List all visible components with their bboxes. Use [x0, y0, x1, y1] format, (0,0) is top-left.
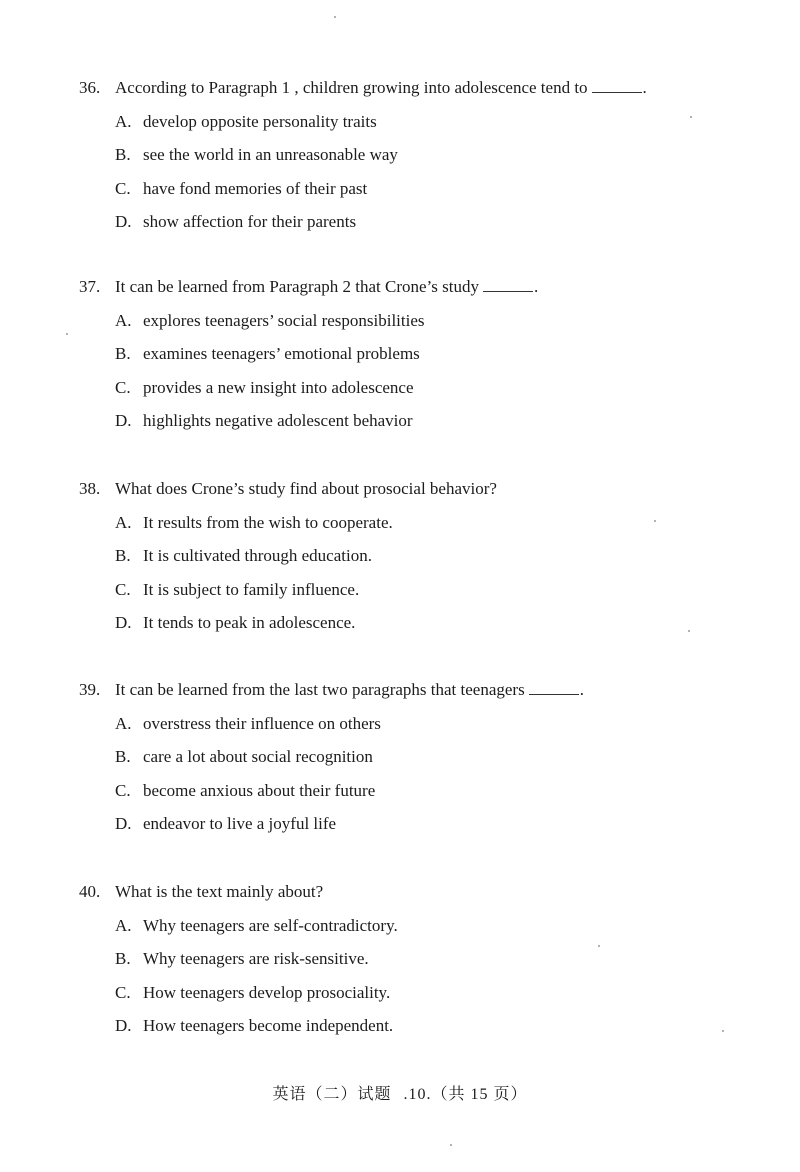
- question-text: It can be learned from Paragraph 2 that Crone’s study: [115, 277, 479, 296]
- question-text: What is the text mainly about?: [115, 882, 324, 901]
- option-letter: C.: [115, 982, 131, 1002]
- option-text: It is subject to family influence.: [143, 579, 360, 599]
- option-text: explores teenagers’ social responsibilities: [143, 310, 425, 330]
- option-letter: A.: [115, 713, 132, 733]
- question-stem: [79, 78, 759, 98]
- question-40: [79, 882, 759, 1036]
- option-letter: D.: [115, 411, 132, 430]
- option-letter: B.: [115, 747, 131, 766]
- option-b: [115, 145, 759, 165]
- question-stem: [79, 882, 759, 902]
- option-d: [115, 411, 759, 431]
- option-letter: A.: [115, 310, 132, 330]
- question-text: It can be learned from the last two paragraphs that teenagers: [115, 680, 525, 699]
- option-text: highlights negative adolescent behavior: [143, 411, 413, 430]
- option-b: [115, 747, 759, 767]
- option-letter: B.: [115, 949, 131, 968]
- question-text: According to Paragraph 1 , children growing into adolescence tend to: [115, 78, 588, 97]
- option-list: [115, 916, 759, 1037]
- option-c: [115, 179, 759, 199]
- option-text: become anxious about their future: [143, 780, 376, 800]
- option-c: [115, 781, 759, 801]
- option-list: [115, 714, 759, 835]
- answer-blank: [592, 78, 642, 93]
- question-stem: [79, 680, 759, 700]
- scan-speck: [654, 520, 656, 522]
- option-text: endeavor to live a joyful life: [143, 814, 337, 833]
- option-letter: B.: [115, 546, 131, 565]
- option-text: How teenagers develop prosociality.: [143, 982, 391, 1002]
- footer-page-number: .10.: [403, 1086, 432, 1103]
- question-stem: [79, 479, 759, 499]
- option-text: provides a new insight into adolescence: [143, 377, 414, 397]
- option-text: see the world in an unreasonable way: [143, 145, 398, 164]
- option-text: It is cultivated through education.: [143, 546, 372, 565]
- answer-blank: [529, 680, 579, 695]
- scan-speck: [598, 945, 600, 947]
- option-list: [115, 311, 759, 432]
- scan-speck: [688, 630, 690, 632]
- option-letter: C.: [115, 178, 131, 198]
- stem-end: .: [533, 277, 539, 296]
- option-letter: B.: [115, 145, 131, 164]
- question-number: 37.: [79, 277, 101, 296]
- option-letter: C.: [115, 579, 131, 599]
- option-text: Why teenagers are risk-sensitive.: [143, 949, 369, 968]
- page-footer: [0, 1085, 800, 1105]
- question-number: 38.: [79, 479, 101, 498]
- footer-page-total: （共 15 页）: [431, 1086, 528, 1103]
- stem-end: .: [579, 680, 584, 699]
- option-text: have fond memories of their past: [143, 178, 368, 198]
- option-c: [115, 983, 759, 1003]
- option-c: [115, 580, 759, 600]
- stem-end: .: [642, 78, 647, 97]
- option-letter: C.: [115, 780, 131, 800]
- option-text: It results from the wish to cooperate.: [143, 512, 393, 532]
- option-text: show affection for their parents: [143, 212, 357, 231]
- option-letter: D.: [115, 212, 132, 231]
- option-d: [115, 814, 759, 834]
- question-number: 39.: [79, 680, 101, 699]
- option-letter: B.: [115, 344, 131, 363]
- option-letter: A.: [115, 512, 132, 532]
- option-letter: A.: [115, 111, 132, 131]
- question-text: What does Crone’s study find about prosocial behavior?: [115, 479, 497, 498]
- option-b: [115, 949, 759, 969]
- scan-speck: [722, 1030, 724, 1032]
- option-d: [115, 1016, 759, 1036]
- scan-speck: [690, 116, 692, 118]
- option-a: [115, 311, 759, 331]
- option-text: overstress their influence on others: [143, 713, 381, 733]
- option-b: [115, 344, 759, 364]
- option-a: [115, 916, 759, 936]
- option-a: [115, 714, 759, 734]
- option-letter: C.: [115, 377, 131, 397]
- scan-speck: [450, 1144, 452, 1146]
- footer-subject: 英语（二）试题: [272, 1086, 392, 1103]
- option-text: Why teenagers are self-contradictory.: [143, 915, 398, 935]
- answer-blank: [483, 277, 533, 292]
- option-c: [115, 378, 759, 398]
- option-d: [115, 212, 759, 232]
- option-text: examines teenagers’ emotional problems: [143, 344, 420, 363]
- question-36: [79, 78, 759, 232]
- question-39: [79, 680, 759, 834]
- question-stem: [79, 277, 759, 297]
- option-letter: D.: [115, 814, 132, 833]
- option-text: develop opposite personality traits: [143, 111, 377, 131]
- option-b: [115, 546, 759, 566]
- option-letter: D.: [115, 1016, 132, 1035]
- question-38: [79, 479, 759, 633]
- option-text: care a lot about social recognition: [143, 747, 373, 766]
- option-list: [115, 513, 759, 634]
- option-a: [115, 112, 759, 132]
- question-number: 36.: [79, 78, 101, 97]
- question-number: 40.: [79, 882, 101, 901]
- option-text: How teenagers become independent.: [143, 1016, 394, 1035]
- option-a: [115, 513, 759, 533]
- option-text: It tends to peak in adolescence.: [143, 613, 356, 632]
- option-letter: A.: [115, 915, 132, 935]
- question-37: [79, 277, 759, 431]
- option-list: [115, 112, 759, 233]
- scan-speck: [334, 16, 336, 18]
- scan-speck: [66, 333, 68, 335]
- option-letter: D.: [115, 613, 132, 632]
- option-d: [115, 613, 759, 633]
